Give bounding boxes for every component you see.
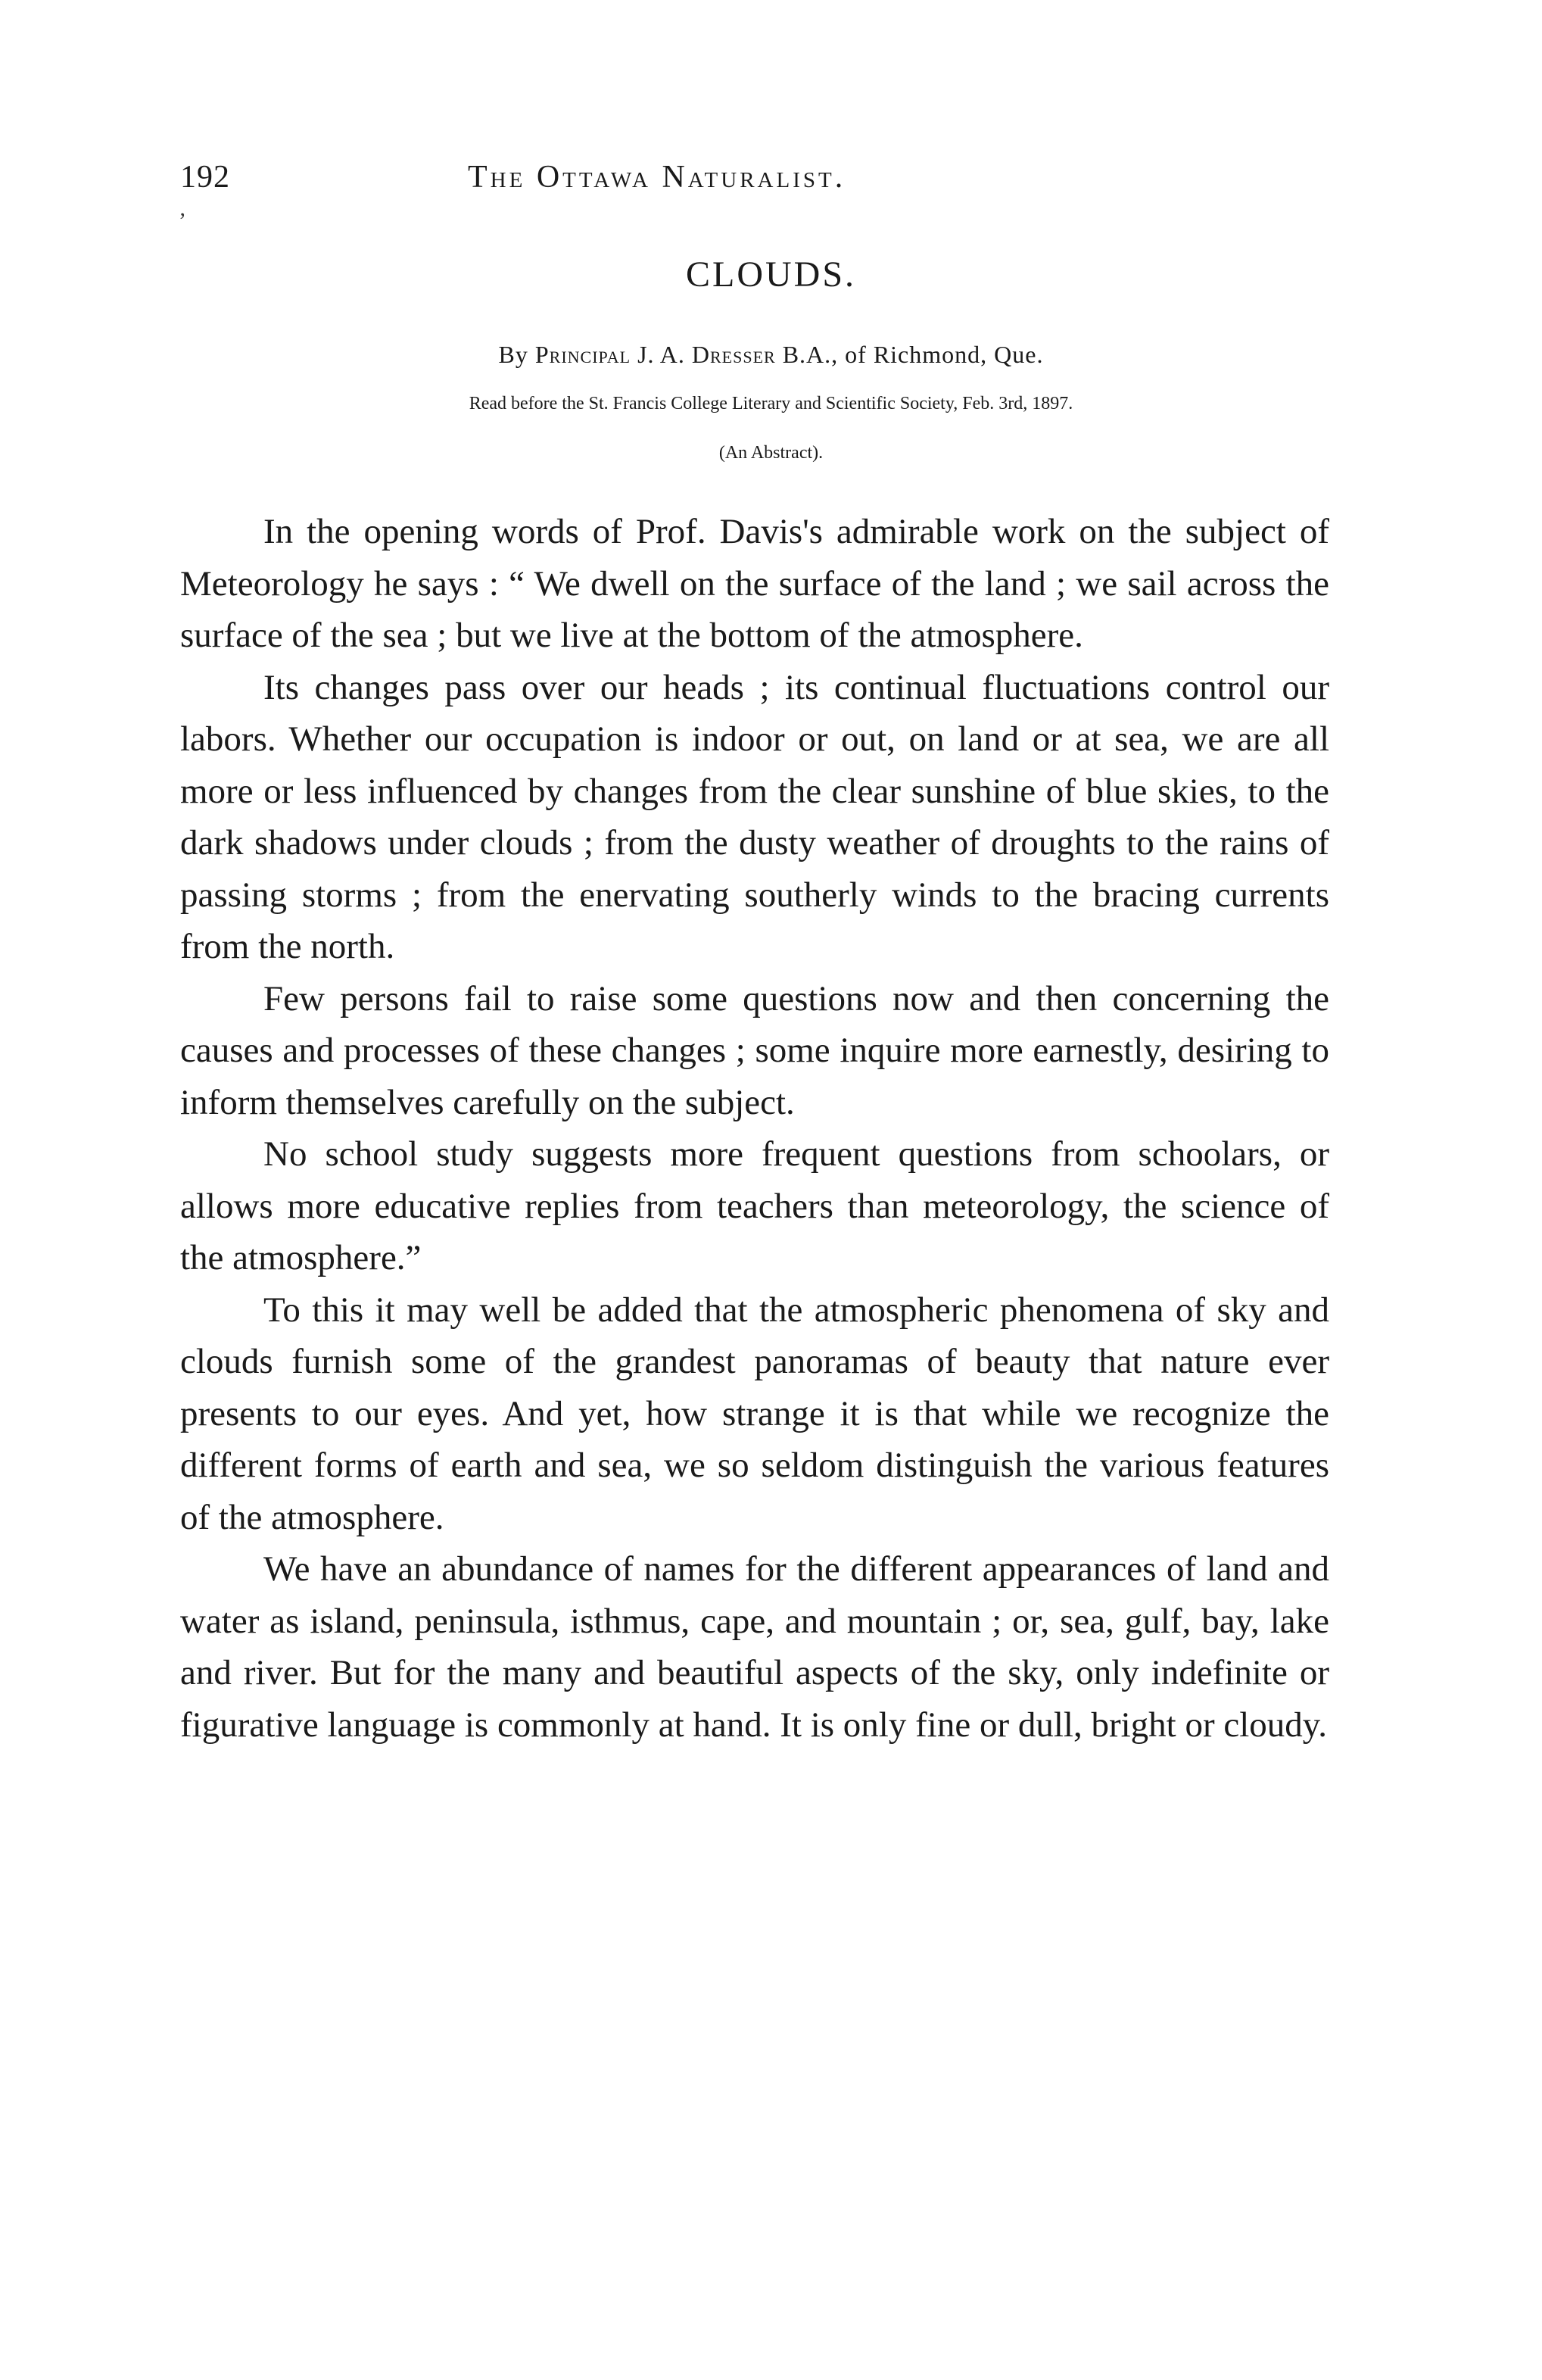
abstract-note: (An Abstract). — [718, 443, 824, 463]
journal-title: The Ottawa Naturalist. — [468, 160, 846, 195]
author-name: Principal J. A. Dresser — [534, 341, 776, 368]
article-body — [180, 506, 1329, 1751]
byline-prefix: By — [498, 341, 528, 368]
paragraph: No school study suggests more frequent questions from schoolars, or allows more educative replies from teachers than meteorology, the science of the atmosphere.” — [180, 1134, 1329, 1277]
read-before-note: Read before the St. Francis College Literary and Scientific Society, Feb. 3rd, 1897. — [469, 394, 1073, 413]
running-head — [180, 159, 1361, 204]
article-title: CLOUDS. — [685, 254, 857, 295]
paragraph: We have an abundance of names for the different appearances of land and water as island, peninsula, isthmus, cape, and mountain ; or, sea, gulf, bay, lake and river. But for the many and beautiful aspects of the sky, only indefinite or figurative language is commonly at hand. It is only fine or dull, bright or cloudy. — [180, 1549, 1329, 1745]
paragraph: Few persons fail to raise some questions now and then concerning the causes and processes of these changes ; some inquire more earnestly, desiring to inform themselves carefully on the subject. — [180, 978, 1329, 1122]
paragraph: To this it may well be added that the atmospheric phenomena of sky and clouds furnish some of the grandest panoramas of beauty that nature ever presents to our eyes. And yet, how strange it is that while we recognize the different forms of earth and sea, we so seldom distinguish the various features of the atmosphere. — [180, 1290, 1329, 1537]
paragraph: In the opening words of Prof. Davis's admirable work on the subject of Meteorology he says : “ We dwell on the surface of the land ; we sail across the surface of the sea ; but we live at the bottom of the atmosphere. — [180, 512, 1329, 655]
page-number: 192 — [180, 160, 230, 195]
paragraph: Its changes pass over our heads ; its continual fluctuations control our labors. Whether our occupation is indoor or out, on land or at sea, we are all more or less influenced by changes from the clear sunshine of blue skies, to the dark shadows under clouds ; from the dusty weather of droughts to the rains of passing storms ; from the enervating southerly winds to the bracing currents from the north. — [180, 667, 1329, 966]
author-affiliation: B.A., of Richmond, Que. — [782, 341, 1044, 368]
byline — [0, 341, 1542, 369]
stray-mark: ’ — [179, 208, 186, 233]
